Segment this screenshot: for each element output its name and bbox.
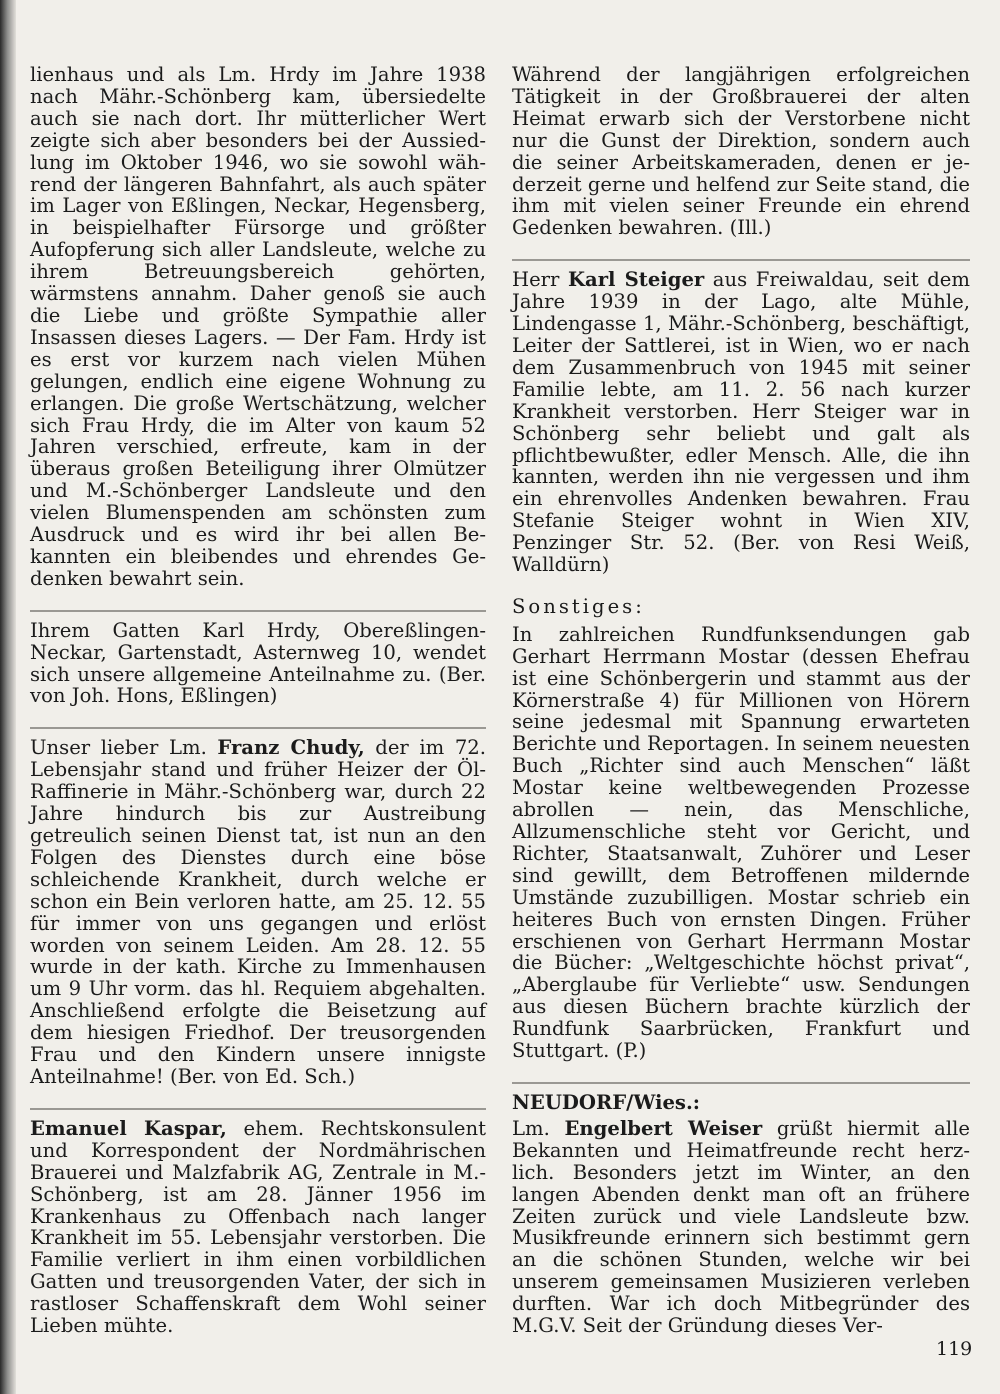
- person-name: Karl Steiger: [567, 268, 705, 292]
- body-text: aus Freiwaldau, seit dem Jahre 1939 in der Lago, alte Mühle, Lindengasse 1, Mähr.-Schönberg, beschäftigt, Leiter der Sattlerei, ist in Wien, wo er nach dem Zusammenbruch von 1945 mit seiner Familie lebte, am 11. 2. 56 nach kurzer Krankheit verstorben. Herr Steiger war in Schönberg sehr beliebt und galt als pflichtbewußter, edler Mensch. Alle, die ihn kannten, werden ihn nie vergessen und ihm ein ehrenvolles Andenken bewahren. Frau Stefanie Steiger wohnt in Wien XIV, Penzinger Str. 52. (Ber. von Resi Weiß, Walldürn): [512, 268, 970, 577]
- section-heading-neudorf: NEUDORF/Wies.:: [512, 1090, 700, 1114]
- person-name: Franz Chudy,: [217, 736, 365, 760]
- body-text: grüßt hiermit alle Bekannten und Heimatfreunde recht herzlich. Besonders jetzt im Winter, an den langen Abenden denkt man oft an frühere Zeiten zurück und viele Landsleute bzw. Musikfreunde erinnern sich bestimmt gern an die schönen Stunden, welche wir bei unserem gemeinsamen Musizieren verleben durften. War ich doch Mitbegründer des M.G.V. Seit der Gründung dieses Ver-: [512, 1116, 970, 1338]
- obituary-kaspar-continuation: Während der langjährigen erfolgreichen Tätigkeit in der Großbrauerei der alten Heimat erwarb sich der Verstorbene nicht nur die Gunst der Direktion, sondern auch die seiner Arbeitskameraden, denen er jederzeit gerne und helfend zur Seite stand, die ihm mit vielen seiner Freunde ein ehrend Gedenken bewahren. (Ill.): [512, 63, 970, 240]
- article-mostar: In zahlreichen Rundfunksendungen gab Gerhart Herrmann Mostar (dessen Ehefrau ist eine Schönbergerin und stammt aus der Körnerstraße 4) für Millionen von Hörern seine jedesmal mit Spannung erwarteten Berichte und Reportagen. In seinem neuesten Buch „Richter sind auch Menschen“ läßt Mostar keine weltbewegenden Prozesse abrollen — nein, das Menschliche, Allzumenschliche steht vor Gericht, und Richter, Staatsanwalt, Zuhörer und Leser sind gewillt, dem Betroffenen mildernde Umstände zuzubilligen. Mostar schrieb ein heiteres Buch von ernsten Dingen. Früher erschienen von Gerhart Herrmann Mostar die Bücher: „Weltgeschichte höchst privat“, „Aberglaube für Verliebte“ usw. Sendungen aus diesen Büchern brachte kürzlich der Rundfunk Saarbrücken, Frankfurt und Stuttgart. (P.): [512, 622, 970, 1063]
- obituary-emanuel-kaspar: [30, 1118, 486, 1337]
- page-binding-shadow: [0, 0, 16, 1394]
- obituary-franz-chudy: [30, 737, 486, 1088]
- obituary-hrdy-continuation: lienhaus und als Lm. Hrdy im Jahre 1938 nach Mähr.-Schönberg kam, übersiedelte auch sie nach dort. Ihr mütterlicher Wert zeigte sich aber besonders bei der Aussiedlung im Oktober 1946, wo sie sowohl während der längeren Bahnfahrt, als auch später im Lager von Eßlingen, Neckar, Hegensberg, in beispielhafter Fürsorge und größter Aufopferung sich aller Landsleute, welche zu ihrem Betreuungsbereich gehörten, wärmstens annahm. Daher genoß sie auch die Liebe und größte Sympathie aller Insassen dieses Lagers. — Der Fam. Hrdy ist es erst vor kurzem nach vielen Mühen gelungen, endlich eine eigene Wohnung zu erlangen. Die große Wertschätzung, welcher sich Frau Hrdy, die im Alter von kaum 52 Jahren verschied, erfreute, kam in der überaus großen Beteiligung ihrer Olmützer und M.-Schönberger Landsleute und den vielen Blumenspenden am schönsten zum Ausdruck und es wird ihr bei allen Bekannten ein bleibendes und ehrendes Gedenken bewahrt sein.: [30, 63, 486, 590]
- body-text: ehem. Rechtskonsulent und Korrespondent der Nordmährischen Brauerei und Malzfabrik AG, Zentrale in M.-Schönberg, ist am 28. Jänner 1956 im Krankenhaus zu Offenbach nach langer Krankheit im 55. Lebensjahr verstorben. Die Familie verliert in ihm einen vorbildlichen Gatten und treusorgenden Vater, der sich in rastloser Schaffenskraft dem Wohl seiner Lieben mühte.: [30, 1116, 486, 1338]
- divider: [512, 1082, 970, 1084]
- divider: [30, 727, 486, 729]
- divider: [30, 1108, 486, 1110]
- left-column: [30, 64, 486, 1337]
- greeting-engelbert-weiser: [512, 1118, 970, 1337]
- page-number: 119: [936, 1338, 973, 1360]
- condolence-karl-hrdy: Ihrem Gatten Karl Hrdy, Obereßlingen-Neckar, Gartenstadt, Asternweg 10, wendet sich unsere allgemeine Anteilnahme zu. (Ber. von Joh. Hons, Eßlingen): [30, 618, 486, 708]
- divider: [30, 610, 486, 612]
- obituary-karl-steiger: [512, 269, 970, 576]
- divider: [512, 259, 970, 261]
- section-heading-sonstiges: Sonstiges:: [512, 594, 645, 618]
- body-text: der im 72. Lebensjahr stand und früher Heizer der Öl-Raffinerie in Mähr.-Schönberg war, durch 22 Jahre hindurch bis zur Austreibung getreulich seinen Dienst tat, ist nun an den Folgen des Dienstes durch eine böse schleichende Krankheit, durch welche er schon ein Bein verloren hatte, am 25. 12. 55 für immer von uns gegangen und erlöst worden von seinem Leiden. Am 28. 12. 55 wurde in der kath. Kirche zu Immenhausen um 9 Uhr vorm. das hl. Requiem abgehalten. Anschließend erfolgte die Beisetzung auf dem hiesigen Friedhof. Der treusorgenden Frau und den Kindern unsere innigste Anteilnahme! (Ber. von Ed. Sch.): [30, 736, 486, 1088]
- intro-text: Lm.: [512, 1116, 565, 1140]
- intro-text: Herr: [512, 268, 568, 292]
- intro-text: Unser lieber Lm.: [30, 736, 218, 760]
- person-name: Engelbert Weiser: [564, 1116, 763, 1140]
- right-column: [512, 64, 970, 1337]
- person-name: Emanuel Kaspar,: [30, 1116, 227, 1140]
